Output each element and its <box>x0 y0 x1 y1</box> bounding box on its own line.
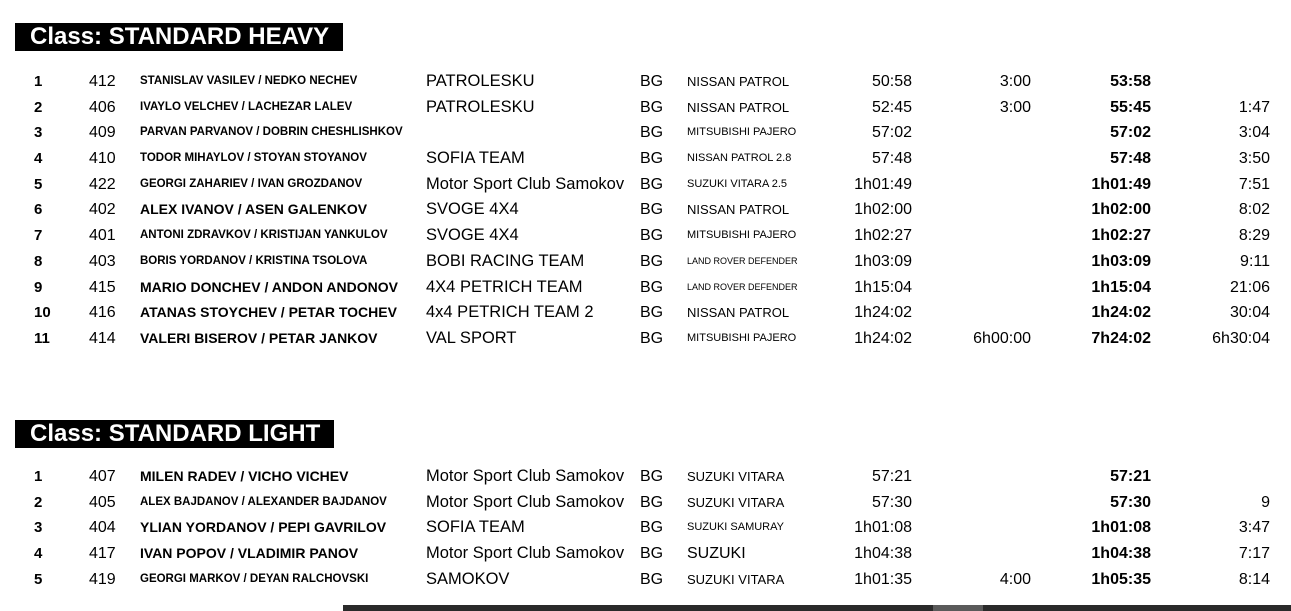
nationality-cell: BG <box>640 304 664 322</box>
car-model-cell: NISSAN PATROL <box>687 202 790 218</box>
total-time-cell: 1h02:00 <box>1091 201 1151 219</box>
position-cell: 3 <box>34 124 43 142</box>
position-cell: 4 <box>34 545 43 563</box>
crew-cell: IVAN POPOV / VLADIMIR PANOV <box>140 545 359 562</box>
gap-cell: 3:04 <box>1238 124 1270 142</box>
stage-time-cell: 1h24:02 <box>854 329 912 347</box>
car-number-cell: 406 <box>89 98 116 116</box>
crew-cell: ANTONI ZDRAVKOV / KRISTIJAN YANKULOV <box>140 229 388 242</box>
gap-cell: 8:14 <box>1238 570 1270 588</box>
gap-cell: 8:29 <box>1238 227 1270 245</box>
result-row <box>0 120 1291 146</box>
results-table-standard-light <box>0 464 1291 592</box>
stage-time-cell: 57:48 <box>871 150 912 168</box>
nationality-cell: BG <box>640 175 664 193</box>
car-number-cell: 417 <box>89 545 116 563</box>
gap-cell: 7:17 <box>1238 545 1270 563</box>
nationality-cell: BG <box>640 201 664 219</box>
team-cell: Motor Sport Club Samokov <box>426 467 625 485</box>
result-row <box>0 249 1291 275</box>
position-cell: 7 <box>34 227 43 245</box>
position-cell: 3 <box>34 519 43 537</box>
position-cell: 11 <box>34 329 50 347</box>
gap-cell: 3:47 <box>1238 519 1270 537</box>
penalty-cell: 6h00:00 <box>973 329 1031 347</box>
crew-cell: ATANAS STOYCHEV / PETAR TOCHEV <box>140 304 397 321</box>
result-row <box>0 515 1291 541</box>
position-cell: 6 <box>34 201 43 219</box>
total-time-cell: 1h15:04 <box>1091 278 1151 296</box>
team-cell: BOBI RACING TEAM <box>426 251 585 270</box>
team-cell: 4x4 PETRICH TEAM 2 <box>426 303 594 322</box>
team-cell: PATROLESKU <box>426 72 535 90</box>
position-cell: 2 <box>34 98 43 116</box>
car-number-cell: 409 <box>89 124 116 142</box>
total-time-cell: 1h02:27 <box>1091 227 1151 245</box>
car-model-cell: MITSUBISHI PAJERO <box>687 126 797 139</box>
car-number-cell: 402 <box>89 201 116 219</box>
car-model-cell: NISSAN PATROL 2.8 <box>687 152 792 165</box>
total-time-cell: 53:58 <box>1110 73 1151 90</box>
team-cell: 4X4 PETRICH TEAM <box>426 277 583 296</box>
nationality-cell: BG <box>640 124 664 142</box>
team-cell: PATROLESKU <box>426 97 535 116</box>
car-model-cell: SUZUKI VITARA <box>687 571 785 587</box>
crew-cell: STANISLAV VASILEV / NEDKO NECHEV <box>140 75 358 87</box>
crew-cell: VALERI BISEROV / PETAR JANKOV <box>140 329 378 346</box>
nationality-cell: BG <box>640 493 664 511</box>
stage-time-cell: 1h01:35 <box>854 570 912 588</box>
car-number-cell: 407 <box>89 468 116 485</box>
stage-time-cell: 52:45 <box>871 98 912 116</box>
car-number-cell: 401 <box>89 227 116 245</box>
car-model-cell: SUZUKI VITARA <box>687 494 785 510</box>
position-cell: 2 <box>34 493 43 511</box>
stage-time-cell: 1h15:04 <box>854 278 912 296</box>
position-cell: 10 <box>34 304 51 322</box>
total-time-cell: 1h01:08 <box>1091 519 1151 537</box>
results-table-standard-heavy <box>0 69 1291 352</box>
position-cell: 1 <box>34 73 43 90</box>
team-cell: SAMOKOV <box>426 569 510 588</box>
stage-time-cell: 1h04:38 <box>854 545 912 563</box>
total-time-cell: 1h24:02 <box>1091 304 1151 322</box>
car-number-cell: 414 <box>89 329 116 347</box>
team-cell: VAL SPORT <box>426 328 517 347</box>
class-header-standard-heavy: Class: STANDARD HEAVY <box>15 23 343 51</box>
gap-cell: 9:11 <box>1240 252 1270 270</box>
car-model-cell: MITSUBISHI PAJERO <box>687 229 797 242</box>
position-cell: 5 <box>34 175 43 193</box>
result-row <box>0 146 1291 172</box>
result-row <box>0 490 1291 516</box>
stage-time-cell: 57:21 <box>871 468 912 485</box>
gap-cell: 9 <box>1261 493 1270 511</box>
nationality-cell: BG <box>640 278 664 296</box>
car-model-cell: NISSAN PATROL <box>687 74 790 89</box>
bottom-strip <box>343 605 1291 611</box>
position-cell: 4 <box>34 150 43 168</box>
result-row <box>0 197 1291 223</box>
team-cell: Motor Sport Club Samokov <box>426 544 625 563</box>
position-cell: 8 <box>34 252 43 270</box>
car-model-cell: LAND ROVER DEFENDER <box>687 281 798 292</box>
penalty-cell: 3:00 <box>999 73 1031 90</box>
car-model-cell: SUZUKI VITARA <box>687 469 785 484</box>
team-cell: Motor Sport Club Samokov <box>426 174 625 193</box>
stage-time-cell: 57:30 <box>871 493 912 511</box>
result-row <box>0 275 1291 301</box>
crew-cell: BORIS YORDANOV / KRISTINA TSOLOVA <box>140 254 368 267</box>
total-time-cell: 1h01:49 <box>1091 175 1151 193</box>
position-cell: 5 <box>34 570 43 588</box>
nationality-cell: BG <box>640 329 664 347</box>
position-cell: 9 <box>34 278 43 296</box>
result-row <box>0 541 1291 567</box>
position-cell: 1 <box>34 468 43 485</box>
crew-cell: ALEX BAJDANOV / ALEXANDER BAJDANOV <box>140 495 387 508</box>
car-model-cell: NISSAN PATROL <box>687 305 790 321</box>
nationality-cell: BG <box>640 519 664 537</box>
crew-cell: GEORGI MARKOV / DEYAN RALCHOVSKI <box>140 572 369 585</box>
stage-time-cell: 1h02:00 <box>854 201 912 219</box>
car-number-cell: 405 <box>89 493 116 511</box>
total-time-cell: 7h24:02 <box>1091 329 1151 347</box>
team-cell: SOFIA TEAM <box>426 518 525 537</box>
nationality-cell: BG <box>640 150 664 168</box>
penalty-cell: 4:00 <box>999 570 1031 588</box>
stage-time-cell: 50:58 <box>871 73 912 90</box>
total-time-cell: 57:48 <box>1110 150 1151 168</box>
car-number-cell: 412 <box>89 73 116 90</box>
gap-cell: 1:47 <box>1238 98 1270 116</box>
crew-cell: GEORGI ZAHARIEV / IVAN GROZDANOV <box>140 177 363 190</box>
car-number-cell: 404 <box>89 519 116 537</box>
crew-cell: ALEX IVANOV / ASEN GALENKOV <box>140 201 368 218</box>
car-number-cell: 419 <box>89 570 116 588</box>
team-cell: Motor Sport Club Samokov <box>426 492 625 511</box>
team-cell: SVOGE 4X4 <box>426 226 519 245</box>
crew-cell: YLIAN YORDANOV / PEPI GAVRILOV <box>140 519 387 536</box>
result-row <box>0 223 1291 249</box>
nationality-cell: BG <box>640 73 664 90</box>
nationality-cell: BG <box>640 98 664 116</box>
car-model-cell: SUZUKI <box>687 545 746 563</box>
gap-cell: 30:04 <box>1229 304 1270 322</box>
result-row <box>0 95 1291 121</box>
total-time-cell: 57:21 <box>1110 468 1151 485</box>
nationality-cell: BG <box>640 545 664 563</box>
total-time-cell: 55:45 <box>1110 98 1151 116</box>
total-time-cell: 57:30 <box>1110 493 1151 511</box>
result-row <box>0 300 1291 326</box>
nationality-cell: BG <box>640 227 664 245</box>
result-row <box>0 326 1291 352</box>
car-number-cell: 410 <box>89 150 116 168</box>
team-cell: SVOGE 4X4 <box>426 200 519 219</box>
total-time-cell: 1h05:35 <box>1091 570 1151 588</box>
car-number-cell: 422 <box>89 175 116 193</box>
penalty-cell: 3:00 <box>999 98 1031 116</box>
nationality-cell: BG <box>640 252 664 270</box>
car-model-cell: LAND ROVER DEFENDER <box>687 255 798 266</box>
gap-cell: 7:51 <box>1238 175 1270 193</box>
result-row <box>0 567 1291 593</box>
car-model-cell: SUZUKI VITARA 2.5 <box>687 177 788 190</box>
crew-cell: TODOR MIHAYLOV / STOYAN STOYANOV <box>140 152 367 165</box>
crew-cell: PARVAN PARVANOV / DOBRIN CHESHLISHKOV <box>140 126 403 139</box>
car-number-cell: 416 <box>89 304 116 322</box>
car-number-cell: 415 <box>89 278 116 296</box>
total-time-cell: 1h04:38 <box>1091 545 1151 563</box>
crew-cell: MILEN RADEV / VICHO VICHEV <box>140 468 349 484</box>
gap-cell: 8:02 <box>1238 201 1270 219</box>
crew-cell: IVAYLO VELCHEV / LACHEZAR LALEV <box>140 100 353 113</box>
stage-time-cell: 1h24:02 <box>854 304 912 322</box>
gap-cell: 6h30:04 <box>1212 329 1270 347</box>
car-model-cell: SUZUKI SAMURAY <box>687 521 784 534</box>
gap-cell: 3:50 <box>1238 150 1270 168</box>
total-time-cell: 1h03:09 <box>1091 252 1151 270</box>
result-row <box>0 172 1291 198</box>
stage-time-cell: 57:02 <box>871 124 912 142</box>
class-header-standard-light: Class: STANDARD LIGHT <box>15 420 334 448</box>
stage-time-cell: 1h02:27 <box>854 227 912 245</box>
result-row <box>0 69 1291 95</box>
stage-time-cell: 1h01:49 <box>854 175 912 193</box>
car-model-cell: MITSUBISHI PAJERO <box>687 331 797 344</box>
stage-time-cell: 1h01:08 <box>854 519 912 537</box>
car-number-cell: 403 <box>89 252 116 270</box>
team-cell: SOFIA TEAM <box>426 149 525 168</box>
gap-cell: 21:06 <box>1229 278 1270 296</box>
total-time-cell: 57:02 <box>1110 124 1151 142</box>
nationality-cell: BG <box>640 570 664 588</box>
result-row <box>0 464 1291 490</box>
stage-time-cell: 1h03:09 <box>854 252 912 270</box>
car-model-cell: NISSAN PATROL <box>687 99 790 115</box>
crew-cell: MARIO DONCHEV / ANDON ANDONOV <box>140 278 398 295</box>
nationality-cell: BG <box>640 468 664 485</box>
